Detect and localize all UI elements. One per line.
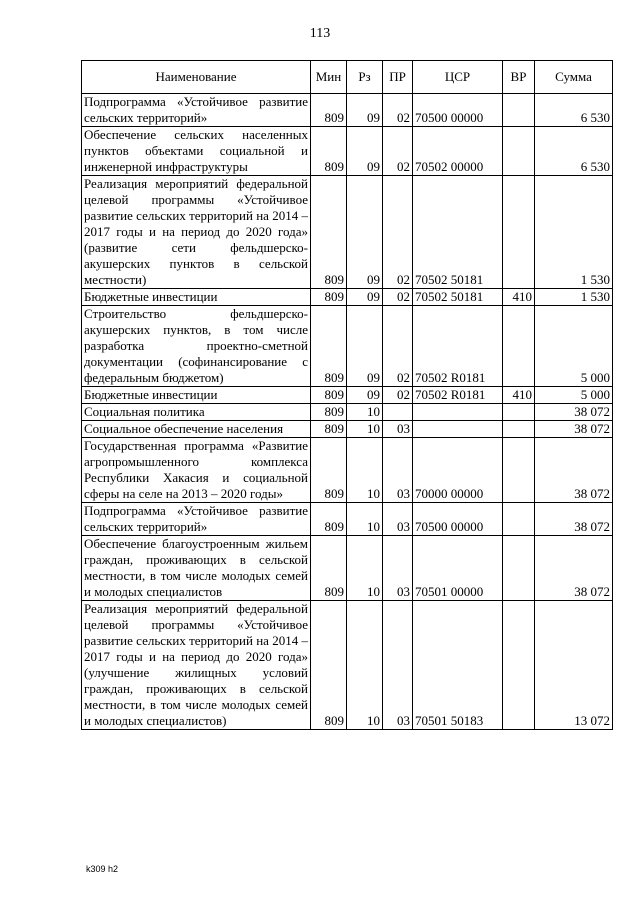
row-csr: 70501 00000 bbox=[413, 536, 503, 601]
row-vr bbox=[503, 601, 535, 730]
row-sum: 38 072 bbox=[535, 536, 613, 601]
row-name: Обеспечение сельских населенных пунктов объектами социальной и инженерной инфраструктуры bbox=[82, 127, 311, 176]
row-sum: 13 072 bbox=[535, 601, 613, 730]
row-vr bbox=[503, 306, 535, 387]
table-row bbox=[82, 387, 613, 404]
table-row bbox=[82, 127, 613, 176]
row-rz: 10 bbox=[347, 404, 383, 421]
row-min: 809 bbox=[311, 127, 347, 176]
row-name: Реализация мероприятий федеральной целевой программы «Устойчивое развитие сельских территорий на 2014 – 2017 годы и на период до 2020 года» (улучшение жилищных условий граждан, проживающих в сельской местности, в том числе молодых семей и молодых специалистов) bbox=[82, 601, 311, 730]
row-min: 809 bbox=[311, 289, 347, 306]
table-row bbox=[82, 404, 613, 421]
footer-code: k309 h2 bbox=[86, 864, 119, 874]
row-csr: 70502 50181 bbox=[413, 289, 503, 306]
row-vr bbox=[503, 421, 535, 438]
row-rz: 09 bbox=[347, 387, 383, 404]
row-min: 809 bbox=[311, 438, 347, 503]
row-rz: 10 bbox=[347, 536, 383, 601]
row-name: Государственная программа «Развитие агропромышленного комплекса Республики Хакасия и социальной сферы на селе на 2013 – 2020 годы» bbox=[82, 438, 311, 503]
row-min: 809 bbox=[311, 94, 347, 127]
row-rz: 09 bbox=[347, 289, 383, 306]
row-rz: 10 bbox=[347, 421, 383, 438]
header-pr: ПР bbox=[383, 61, 413, 94]
row-min: 809 bbox=[311, 404, 347, 421]
row-vr bbox=[503, 127, 535, 176]
row-vr: 410 bbox=[503, 387, 535, 404]
row-pr: 02 bbox=[383, 176, 413, 289]
row-pr: 02 bbox=[383, 127, 413, 176]
row-name: Социальное обеспечение населения bbox=[82, 421, 311, 438]
row-pr bbox=[383, 404, 413, 421]
row-rz: 10 bbox=[347, 601, 383, 730]
row-rz: 09 bbox=[347, 306, 383, 387]
row-name: Обеспечение благоустроенным жильем граждан, проживающих в сельской местности, в том числе молодых семей и молодых специалистов bbox=[82, 536, 311, 601]
row-min: 809 bbox=[311, 503, 347, 536]
row-csr: 70500 00000 bbox=[413, 503, 503, 536]
row-min: 809 bbox=[311, 306, 347, 387]
row-pr: 02 bbox=[383, 289, 413, 306]
row-rz: 10 bbox=[347, 438, 383, 503]
row-vr bbox=[503, 176, 535, 289]
page-number: 113 bbox=[309, 26, 331, 41]
table-row bbox=[82, 536, 613, 601]
header-min: Мин bbox=[311, 61, 347, 94]
row-sum: 1 530 bbox=[535, 176, 613, 289]
header-name: Наименование bbox=[82, 61, 311, 94]
row-min: 809 bbox=[311, 176, 347, 289]
table-row bbox=[82, 601, 613, 730]
table-header-row bbox=[82, 61, 613, 94]
row-name: Строительство фельдшерско-акушерских пунктов, в том числе разработка проектно-сметной документации (софинансирование с федеральным бюджетом) bbox=[82, 306, 311, 387]
row-pr: 02 bbox=[383, 94, 413, 127]
row-vr bbox=[503, 536, 535, 601]
row-csr bbox=[413, 421, 503, 438]
row-sum: 6 530 bbox=[535, 127, 613, 176]
row-pr: 03 bbox=[383, 421, 413, 438]
row-sum: 5 000 bbox=[535, 387, 613, 404]
row-vr bbox=[503, 404, 535, 421]
row-name: Бюджетные инвестиции bbox=[82, 289, 311, 306]
table-row bbox=[82, 94, 613, 127]
table-row bbox=[82, 176, 613, 289]
row-vr bbox=[503, 503, 535, 536]
header-csr: ЦСР bbox=[413, 61, 503, 94]
row-vr: 410 bbox=[503, 289, 535, 306]
row-min: 809 bbox=[311, 601, 347, 730]
header-rz: Рз bbox=[347, 61, 383, 94]
row-pr: 03 bbox=[383, 536, 413, 601]
header-vr: ВР bbox=[503, 61, 535, 94]
table-row bbox=[82, 438, 613, 503]
row-csr: 70502 R0181 bbox=[413, 306, 503, 387]
header-sum: Сумма bbox=[535, 61, 613, 94]
row-csr: 70501 50183 bbox=[413, 601, 503, 730]
budget-table bbox=[81, 60, 613, 730]
row-rz: 09 bbox=[347, 176, 383, 289]
row-csr: 70500 00000 bbox=[413, 94, 503, 127]
row-sum: 38 072 bbox=[535, 421, 613, 438]
table-row bbox=[82, 289, 613, 306]
row-csr: 70000 00000 bbox=[413, 438, 503, 503]
row-rz: 09 bbox=[347, 94, 383, 127]
row-vr bbox=[503, 438, 535, 503]
row-min: 809 bbox=[311, 421, 347, 438]
row-min: 809 bbox=[311, 536, 347, 601]
row-csr: 70502 00000 bbox=[413, 127, 503, 176]
row-csr: 70502 50181 bbox=[413, 176, 503, 289]
row-name: Реализация мероприятий федеральной целевой программы «Устойчивое развитие сельских территорий на 2014 – 2017 годы и на период до 2020 года» (развитие сети фельдшерско-акушерских пунктов в сельской местности) bbox=[82, 176, 311, 289]
row-rz: 09 bbox=[347, 127, 383, 176]
row-sum: 1 530 bbox=[535, 289, 613, 306]
row-pr: 02 bbox=[383, 387, 413, 404]
row-sum: 6 530 bbox=[535, 94, 613, 127]
row-csr bbox=[413, 404, 503, 421]
row-name: Социальная политика bbox=[82, 404, 311, 421]
table-row bbox=[82, 503, 613, 536]
table-row bbox=[82, 421, 613, 438]
row-sum: 38 072 bbox=[535, 503, 613, 536]
table-row bbox=[82, 306, 613, 387]
row-name: Бюджетные инвестиции bbox=[82, 387, 311, 404]
row-min: 809 bbox=[311, 387, 347, 404]
row-name: Подпрограмма «Устойчивое развитие сельских территорий» bbox=[82, 94, 311, 127]
row-csr: 70502 R0181 bbox=[413, 387, 503, 404]
row-pr: 03 bbox=[383, 438, 413, 503]
row-sum: 5 000 bbox=[535, 306, 613, 387]
row-sum: 38 072 bbox=[535, 438, 613, 503]
row-pr: 03 bbox=[383, 503, 413, 536]
row-rz: 10 bbox=[347, 503, 383, 536]
row-sum: 38 072 bbox=[535, 404, 613, 421]
row-pr: 03 bbox=[383, 601, 413, 730]
row-pr: 02 bbox=[383, 306, 413, 387]
row-vr bbox=[503, 94, 535, 127]
row-name: Подпрограмма «Устойчивое развитие сельских территорий» bbox=[82, 503, 311, 536]
